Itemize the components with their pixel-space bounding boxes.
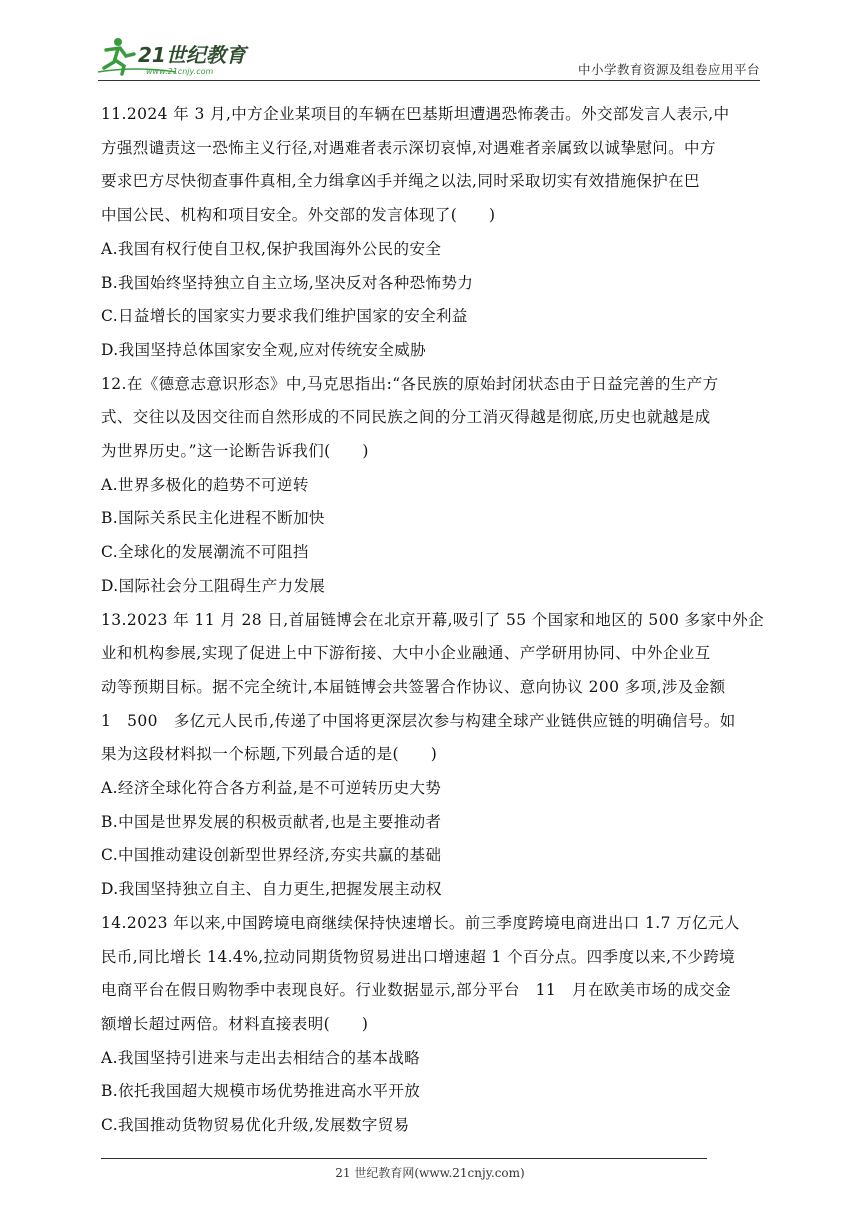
option-b: B.国际关系民主化进程不断加快 xyxy=(101,509,325,528)
option-b: B.中国是世界发展的积极贡献者,也是主要推动者 xyxy=(101,812,442,831)
question-stem-line: 电商平台在假日购物季中表现良好。行业数据显示,部分平台 11 月在欧美市场的成交金 xyxy=(101,981,732,1000)
question-stem-line: 果为这段材料拟一个标题,下列最合适的是( ) xyxy=(101,745,438,764)
question-stem-line: 方强烈谴责这一恐怖主义行径,对遇难者表示深切哀悼,对遇难者亲属致以诚挚慰问。中方 xyxy=(101,138,716,157)
question-stem-line: 额增长超过两倍。材料直接表明( ) xyxy=(101,1014,369,1033)
header-platform-text: 中小学教育资源及组卷应用平台 xyxy=(577,62,760,77)
question-stem-line: 式、交往以及因交往而自然形成的不同民族之间的分工消灭得越是彻底,历史也就越是成 xyxy=(101,408,711,427)
question-stem-line: 中国公民、机构和项目安全。外交部的发言体现了( ) xyxy=(101,206,496,225)
option-d: D.我国坚持总体国家安全观,应对传统安全威胁 xyxy=(101,340,427,359)
question-stem-line: 11.2024 年 3 月,中方企业某项目的车辆在巴基斯坦遭遇恐怖袭击。外交部发言人表示,中 xyxy=(101,105,730,123)
logo xyxy=(96,36,266,78)
option-a: A.经济全球化符合各方利益,是不可逆转历史大势 xyxy=(101,779,442,798)
option-d: D.我国坚持独立自主、自力更生,把握发展主动权 xyxy=(101,880,442,899)
question-stem-line: 为世界历史。”这一论断告诉我们( ) xyxy=(101,442,369,461)
option-b: B.依托我国超大规模市场优势推进高水平开放 xyxy=(101,1082,421,1101)
option-a: A.世界多极化的趋势不可逆转 xyxy=(101,475,309,494)
option-c: C.中国推动建设创新型世界经济,夯实共赢的基础 xyxy=(101,846,442,865)
question-list xyxy=(101,98,765,1143)
option-a: A.我国有权行使自卫权,保护我国海外公民的安全 xyxy=(101,239,442,258)
question-14 xyxy=(101,907,765,1143)
option-b: B.我国始终坚持独立自主立场,坚决反对各种恐怖势力 xyxy=(101,273,474,292)
question-11 xyxy=(101,98,765,368)
footer-text: 21 世纪教育网(www.21cnjy.com) xyxy=(335,1166,525,1180)
question-stem-line: 12.在《德意志意识形态》中,马克思指出:“各民族的原始封闭状态由于日益完善的生产方 xyxy=(101,374,719,393)
question-13 xyxy=(101,604,765,907)
page-header xyxy=(0,0,860,90)
option-c: C.我国推动货物贸易优化升级,发展数字贸易 xyxy=(101,1116,410,1135)
question-stem-line: 业和机构参展,实现了促进上中下游衔接、大中小企业融通、产学研用协同、中外企业互 xyxy=(101,644,711,663)
question-stem-line: 动等预期目标。据不完全统计,本届链博会共签署合作协议、意向协议 200 多项,涉及金额 xyxy=(101,677,726,696)
question-12 xyxy=(101,368,765,604)
option-c: C.日益增长的国家实力要求我们维护国家的安全利益 xyxy=(101,307,468,326)
footer-divider xyxy=(101,1158,707,1159)
question-stem-line: 14.2023 年以来,中国跨境电商继续保持快速增长。前三季度跨境电商进出口 1.7 万亿元人 xyxy=(101,913,740,932)
question-stem-line: 13.2023 年 11 月 28 日,首届链博会在北京开幕,吸引了 55 个国家和地区的 500 多家中外企 xyxy=(101,610,765,629)
header-divider xyxy=(98,80,760,81)
question-stem-line: 民币,同比增长 14.4%,拉动同期货物贸易进出口增速超 1 个百分点。四季度以来,不少跨境 xyxy=(101,947,736,966)
option-d: D.国际社会分工阻碍生产力发展 xyxy=(101,576,326,595)
option-c: C.全球化的发展潮流不可阻挡 xyxy=(101,543,309,562)
option-a: A.我国坚持引进来与走出去相结合的基本战略 xyxy=(101,1048,421,1067)
question-stem-line: 要求巴方尽快彻查事件真相,全力缉拿凶手并绳之以法,同时采取切实有效措施保护在巴 xyxy=(101,172,700,191)
logo-title: 21世纪教育 xyxy=(138,43,246,67)
logo-url: www.21cnjy.com xyxy=(146,67,214,76)
question-stem-line: 1 500 多亿元人民币,传递了中国将更深层次参与构建全球产业链供应链的明确信号。如 xyxy=(101,711,736,730)
